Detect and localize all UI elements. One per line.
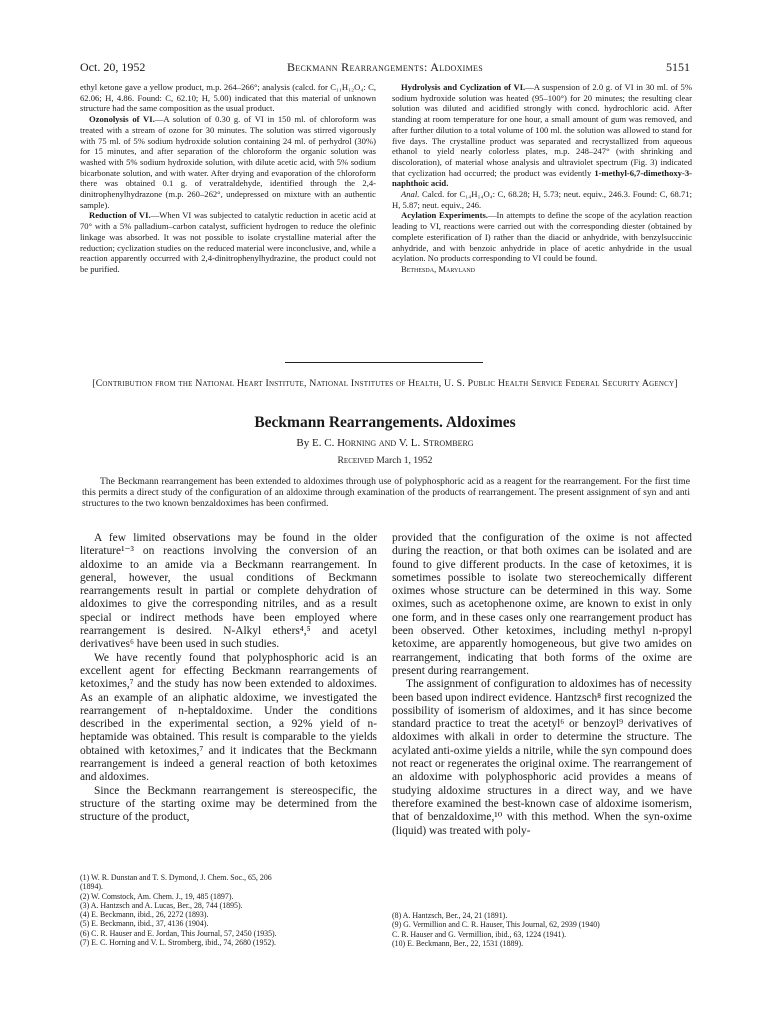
paragraph: We have recently found that polyphosphoric acid is an excellent agent for effecting Beckmann rearrangements of ketoximes,⁷ and the study has now been extended to aldoximes. As an example of an aliphatic aldoxime, we investigated the rearrangement of n-heptaldoxime. Under the conditions described in the experimental section, a 92% yield of n-heptamide was obtained. This result is comparable to the yields obtained with ketoximes,⁷ and it indicates that the Beckmann rearrangement is indeed a general reaction of both ketoximes and aldoximes. [80, 651, 377, 784]
contribution-line: [Contribution from the National Heart Institute, National Institutes of Health, U. S. Public Health Service Federal Security Agency] [92, 378, 678, 389]
running-title: Beckmann Rearrangements: Aldoximes [287, 60, 483, 74]
paragraph: A few limited observations may be found in the older literature¹⁻³ on reactions involving the conversion of an aldoxime to an amide via a Beckmann rearrangement. In general, however, the usual conditions of Beckmann rearrangements result in partial or complete dehydration of aldoximes to give the corresponding nitriles, and as a result special or indirect methods have been employed where rearrangement is desired. N-Alkyl ethers⁴,⁵ and acetyl derivatives⁶ have been used in such studies. [80, 532, 377, 651]
paragraph-text: —In attempts to define the scope of the acylation reaction leading to VI, reactions were carried out with the corresponding diester (obtained by complete esterification of I) rather than the diacid or anhydride, with benzylsuccinic anhydride, and with benzoic anhydride in place of acetic anhydride in the usual acylation. No products corresponding to VI could be found. [392, 210, 692, 264]
footnote: (1894). [80, 882, 104, 892]
footnote: (4) E. Beckmann, ibid., 26, 2272 (1893). [80, 910, 209, 920]
page-number: 5151 [666, 60, 690, 74]
run-in-heading: Ozonolysis of VI. [89, 114, 155, 125]
paragraph-text: —A suspension of 2.0 g. of VI in 30 ml. of 5% sodium hydroxide solution was heated (95–100°) for 20 minutes; the resulting clear solution was diluted and acidified strongly with concd. hydrochloric acid. After standing at room temperature for one hour, a small amount of gum was removed, and after further dilution to a total volume of 100 ml. the solution was allowed to stand for five days. The crystalline product was separated and recrystallized from aqueous ethanol to yield nearly colorless plates, m.p. 248–247° (with shrinking and discoloration), of material whose analysis and ultraviolet spectrum (Fig. 3) indicated that cyclization had occurred; the product was evidently [392, 82, 692, 178]
footnote: (10) E. Beckmann, Ber., 22, 1531 (1889). [392, 938, 524, 948]
footnotes-left [80, 873, 377, 947]
footnote: (6) C. R. Hauser and E. Jordan, This Journal, 57, 2450 (1935). [80, 928, 277, 938]
paragraph [392, 82, 692, 189]
article-title: Beckmann Rearrangements. Aldoximes [254, 414, 516, 431]
paragraph [80, 114, 376, 210]
paragraph: Since the Beckmann rearrangement is stereospecific, the structure of the starting oxime may be determined from the structure of the product, [80, 784, 377, 824]
footnote: (3) A. Hantzsch and A. Lucas, Ber., 28, 744 (1895). [80, 900, 243, 910]
compound-name: 1-methyl-6,7-dimethoxy-3-naphthoic acid. [392, 167, 692, 189]
paragraph [392, 210, 692, 264]
paragraph-text: Calcd. for C₁₄H₁₄O₄: C, 68.28; H, 5.73; neut. equiv., 246.3. Found: C, 68.71; H, 5.87; neut. equiv., 246. [392, 189, 692, 210]
affiliation-place: Bethesda, Maryland [401, 263, 476, 274]
paragraph: provided that the configuration of the oxime is not affected during the reaction, or that both oximes can be isolated and are found to give different products. In the case of ketoximes, it is sometimes possible to isolate two stereochemically different oximes whose structure can be determined in this way. Some oximes, such as acetophenone oxime, are known to exist in only one form, and in these cases only one rearrangement product has been observed. Other ketoximes, including methyl n-propyl ketoxime, are apparently homogeneous, but give two amides on rearrangement, indicating that both forms of the oxime are present during rearrangement. [392, 532, 692, 677]
run-in-heading: Acylation Experiments. [401, 210, 488, 221]
paragraph: The assignment of configuration to aldoximes has of necessity been based upon indirect evidence. Hantzsch⁸ first recognized the possibility of isomerism of aldoximes, and it has since become standard practice to treat the acetyl⁶ or benzoyl⁹ derivatives of aldoximes with alkali in order to determine the structure. The acylated anti-oxime yields a nitrile, while the syn compound does not react or regenerates the original oxime. The rearrangement of an aldoxime with polyphosphoric acid provides a means of studying aldoxime structures in a direct way, and we have therefore examined the best-known case of aldoxime isomerism, that of benzaldoxime,¹⁰ with this method. When the syn-oxime (liquid) was treated with poly- [392, 678, 692, 837]
body-right-column [392, 532, 692, 838]
footnote: (8) A. Hantzsch, Ber., 24, 21 (1891). [392, 911, 508, 920]
by-label: By [296, 437, 310, 449]
previous-article-left-column [80, 82, 376, 275]
issue-date: Oct. 20, 1952 [80, 60, 146, 74]
paragraph: ethyl ketone gave a yellow product, m.p. 264–266°; analysis (calcd. for C₁₁H₁₂O₄: C, 62.06; H, 4.86. Found: C, 62.10; H, 5.00) indicated that this material of unknown structure had the same composition as the usual product. [80, 82, 376, 114]
run-in-heading: Anal. [401, 189, 420, 200]
footnote: (5) E. Beckmann, ibid., 37, 4136 (1904). [80, 919, 209, 929]
received-line [80, 455, 690, 466]
footnote: (2) W. Comstock, Am. Chem. J., 19, 485 (1897). [80, 891, 234, 901]
body-left-column [80, 532, 377, 825]
paragraph-text: —When VI was subjected to catalytic reduction in acetic acid at 70° with a 5% palladium–carbon catalyst, sufficient hydrogen to reduce the olefinic linkage was absorbed. It was not possible to isolate crystalline material after the reduction; cyclization studies on the reduced material were inconclusive, and, while a reaction apparently occurred with 2,4-dinitrophenylhydrazine, the product could not be purified. [80, 210, 377, 274]
author-names: E. C. Horning and V. L. Stromberg [312, 437, 474, 449]
article-separator-rule [285, 362, 483, 363]
author-line [80, 437, 690, 449]
paragraph-text: —A solution of 0.30 g. of VI in 150 ml. of chloroform was treated with a stream of ozone for 30 minutes. The solution was stirred vigorously with 75 ml. of 5% sodium hydroxide solution containing 24 ml. of perhydrol (30%) for 15 minutes, and after separation of the chloroform the organic solution was washed with 5% sodium hydroxide solution, with dilute acetic acid, with 5% sodium bicarbonate solution, and with water. After drying and evaporation of the chloroform there was obtained 0.1 g. of veratraldehyde, identified through the 2,4-dinitrophenylhydrazone (m.p. 260–262°, undepressed on mixture with an authentic sample). [80, 114, 376, 210]
run-in-heading: Reduction of VI. [89, 210, 151, 221]
footnote: (9) G. Vermillion and C. R. Hauser, This Journal, 62, 2939 (1940) [392, 920, 600, 930]
footnotes-right [392, 911, 692, 948]
run-in-heading: Hydrolysis and Cyclization of VI. [401, 82, 526, 92]
received-label: Received [337, 455, 374, 466]
footnote: (1) W. R. Dunstan and T. S. Dymond, J. Chem. Soc., 65, 206 [80, 873, 272, 882]
running-header [80, 60, 690, 76]
footnote: (7) E. C. Horning and V. L. Stromberg, ibid., 74, 2680 (1952). [80, 938, 276, 948]
paragraph [392, 189, 692, 210]
previous-article-right-column [392, 82, 692, 275]
abstract: The Beckmann rearrangement has been extended to aldoximes through use of polyphosphoric acid as a reagent for the rearrangement. For the first time this permits a direct study of the configuration of an aldoxime through examination of the products of rearrangement. The present assignment of syn and anti structures to the two known benzaldoximes has been confirmed. [82, 476, 690, 510]
footnote: C. R. Hauser and G. Vermillion, ibid., 63, 1224 (1941). [392, 929, 567, 939]
paragraph [80, 210, 376, 274]
received-date: March 1, 1952 [376, 455, 433, 466]
